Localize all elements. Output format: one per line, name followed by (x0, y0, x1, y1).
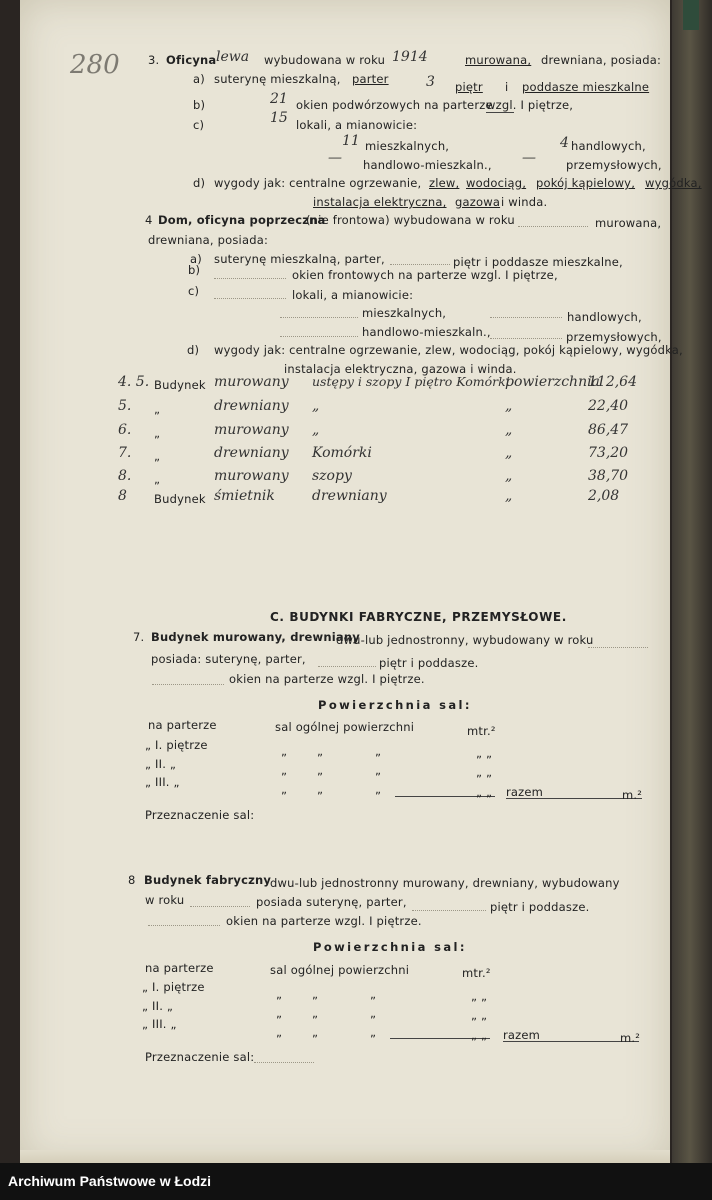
section-c-heading: C. BUDYNKI FABRYCZNE, PRZEMYSŁOWE. (270, 610, 567, 624)
s7-pow-heading: Powierzchnia sal: (318, 698, 472, 712)
hw-row-desc: drewniany (312, 488, 387, 504)
s7-r1c: mtr.² (467, 724, 496, 738)
hw-row-area: 112,64 (588, 374, 637, 390)
s8-line2c: piętr i poddasze. (490, 900, 590, 914)
s8-qq3: „ „ (471, 1028, 488, 1042)
s3-hw-year: 1914 (392, 49, 428, 65)
s3-title: Oficyna (166, 53, 217, 67)
hw-row-area_label: „ (505, 398, 513, 414)
s3-hw-handl: 4 (560, 135, 569, 151)
s3-d-pokoj: pokój kąpielowy, (536, 176, 636, 190)
archive-footer: Archiwum Państwowe w Łodzi (0, 1163, 712, 1200)
s8-przezn: Przeznaczenie sal: (145, 1050, 255, 1064)
s3-mieszk: mieszkalnych, (365, 139, 450, 153)
s8-qq1: „ „ (471, 989, 488, 1003)
s4-a-text2: piętr i poddasze mieszkalne, (453, 255, 623, 269)
hw-row-material: murowany (214, 422, 289, 438)
s4-title: Dom, oficyna poprzeczna (158, 213, 326, 227)
hw-row-label: „ (154, 449, 161, 463)
s4-handl: handlowych, (567, 310, 642, 324)
hw-row-area_label: „ (505, 445, 513, 461)
hw-row-area_label: „ (505, 422, 513, 438)
s3-hw-dash1: — (328, 150, 342, 166)
s4-hm-line (280, 336, 358, 337)
hw-row-material: śmietnik (214, 488, 275, 504)
s4-text1: (nie frontowa) wybudowana w roku (306, 213, 515, 227)
s4-przem-line (490, 338, 562, 339)
s4-text1b: murowana, (595, 216, 662, 230)
s4-b-line (214, 278, 286, 279)
document-page (20, 0, 670, 1163)
s8-line2b: posiada suterynę, parter, (256, 895, 407, 909)
s4-d-text: wygody jak: centralne ogrzewanie, zlew, wodociąg, pokój kąpielowy, wygódka, (214, 343, 683, 357)
binding-tab (683, 0, 699, 30)
page-number: 280 (70, 50, 120, 80)
binding-spine (672, 0, 712, 1163)
s3-c-label: c) (193, 118, 205, 132)
s4-a-text: suterynę mieszkalną, parter, (214, 252, 385, 266)
s7-line3: okien na parterze wzgl. I piętrze. (229, 672, 425, 686)
s4-mieszk: mieszkalnych, (362, 306, 447, 320)
s3-d-gazowa: gazowa (455, 195, 501, 209)
s8-q4: „ (276, 1006, 283, 1020)
s7-q3: „ (375, 744, 382, 758)
hw-row-label: Budynek (154, 378, 206, 392)
s3-a-i: i (505, 80, 509, 94)
s3-d-text1: wygody jak: centralne ogrzewanie, (214, 176, 422, 190)
s8-razem-line (503, 1041, 639, 1042)
s8-q8: „ (312, 1025, 319, 1039)
s3-d-wodociag: wodociąg, (466, 176, 527, 190)
s3-b-label: b) (193, 98, 206, 112)
s7-qq3: „ „ (476, 785, 493, 799)
hw-row-desc: „ (312, 398, 320, 414)
s3-a-parter: parter (352, 72, 389, 86)
hw-row-desc: ustępy i szopy I piętro Komórki (312, 374, 510, 389)
s4-handl-mieszk: handlowo-mieszkaln., (362, 325, 491, 339)
hw-row-area: 2,08 (588, 488, 620, 504)
s7-q6: „ (375, 763, 382, 777)
s3-murowana: murowana, (465, 53, 532, 67)
s7-qq2: „ „ (476, 765, 493, 779)
s3-hw-name: lewa (216, 49, 250, 65)
page-fold (20, 1150, 670, 1164)
s3-b-underline (486, 112, 514, 113)
s3-a-pietr: piętr (455, 80, 483, 94)
hw-row-num: 8 (118, 488, 127, 504)
s8-przezn-line (254, 1062, 314, 1063)
s8-r1a: na parterze (145, 961, 214, 975)
s3-handl-mieszk: handlowo-mieszkaln., (363, 158, 492, 172)
s4-text2: drewniana, posiada: (148, 233, 269, 247)
hw-row-num: 6. (118, 422, 132, 438)
s7-q2: „ (317, 744, 324, 758)
s4-d-text2: instalacja elektryczna, gazowa i winda. (284, 362, 517, 376)
hw-row-label: „ (154, 426, 161, 440)
s4-handl-line (490, 317, 562, 318)
s7-q7: „ (281, 782, 288, 796)
s3-d-wygodka: wygódka, (645, 176, 702, 190)
hw-row-area: 38,70 (588, 468, 629, 484)
hw-row-num: 7. (118, 445, 132, 461)
s8-pow-heading: Powierzchnia sal: (313, 940, 467, 954)
hw-row-area: 86,47 (588, 422, 629, 438)
s8-q1: „ (276, 987, 283, 1001)
s3-hw-windows: 21 (270, 91, 288, 107)
s7-title: Budynek murowany, drewniany (151, 630, 360, 644)
hw-row-area_label: „ (505, 488, 513, 504)
s7-year-line (588, 647, 648, 648)
s7-parter-line (318, 666, 376, 667)
s7-m2: m.² (622, 788, 643, 802)
hw-row-desc: „ (312, 422, 320, 438)
s7-num: 7. (133, 630, 145, 644)
s7-r1b: sal ogólnej powierzchni (275, 720, 415, 734)
s4-year-line (518, 226, 588, 227)
s4-a-label: a) (190, 252, 202, 266)
s7-q1: „ (281, 744, 288, 758)
s3-built: wybudowana w roku (264, 53, 386, 67)
s3-handl: handlowych, (571, 139, 646, 153)
hw-row-material: drewniany (214, 445, 289, 461)
s3-hw-floors: 3 (426, 74, 435, 90)
s7-razem: razem (506, 785, 544, 799)
s3-hw-lokali: 15 (270, 110, 288, 126)
hw-row-num: 4. 5. (118, 374, 150, 390)
s3-b-text2: wzgl. I piętrze, (486, 98, 574, 112)
s8-text1: dwu-lub jednostronny murowany, drewniany, wybudowany (270, 876, 620, 890)
s3-a-poddasze: poddasze mieszkalne (522, 80, 650, 94)
s4-a-line (390, 264, 450, 265)
s8-line2a: w roku (145, 893, 185, 907)
s3-c-text: lokali, a mianowicie: (296, 118, 418, 132)
s3-a-label: a) (193, 72, 205, 86)
s7-q4: „ (281, 763, 288, 777)
s7-r2a: „ I. piętrze (145, 738, 208, 752)
s8-r2a: „ I. piętrze (142, 980, 205, 994)
s8-okien-line (148, 925, 220, 926)
s8-q3: „ (370, 987, 377, 1001)
s3-hw-mieszk: 11 (342, 133, 360, 149)
s4-b-text: okien frontowych na parterze wzgl. I piętrze, (292, 268, 558, 282)
s4-c-text: lokali, a mianowicie: (292, 288, 414, 302)
s8-r1c: mtr.² (462, 966, 491, 980)
s8-num: 8 (128, 873, 136, 887)
s4-przem: przemysłowych, (566, 330, 662, 344)
s8-title: Budynek fabryczny (144, 873, 272, 887)
s4-d-label: d) (187, 343, 200, 357)
s8-r3a: „ II. „ (142, 999, 174, 1013)
s7-r3a: „ II. „ (145, 757, 177, 771)
s7-text: dwu-lub jednostronny, wybudowany w roku (336, 633, 594, 647)
s8-year-line (190, 906, 250, 907)
hw-row-area: 73,20 (588, 445, 629, 461)
s3-d-winda: i winda. (501, 195, 548, 209)
s8-parter-line (412, 910, 486, 911)
s8-q2: „ (312, 987, 319, 1001)
hw-row-material: drewniany (214, 398, 289, 414)
s4-b-label: b) (188, 263, 201, 277)
s7-qq1: „ „ (476, 746, 493, 760)
s8-q5: „ (312, 1006, 319, 1020)
s8-line3: okien na parterze wzgl. I piętrze. (226, 914, 422, 928)
s8-razem: razem (503, 1028, 541, 1042)
s4-mieszk-line (280, 317, 358, 318)
s7-okien-line (152, 684, 224, 685)
s7-przezn: Przeznaczenie sal: (145, 808, 255, 822)
s8-r1b: sal ogólnej powierzchni (270, 963, 410, 977)
s3-d-zlew: zlew, (429, 176, 460, 190)
s7-q5: „ (317, 763, 324, 777)
s3-material-rest: drewniana, posiada: (541, 53, 662, 67)
s8-r4a: „ III. „ (142, 1017, 177, 1031)
s7-q8: „ (317, 782, 324, 796)
s8-qq2: „ „ (471, 1008, 488, 1022)
s7-r4a: „ III. „ (145, 775, 180, 789)
s8-q7: „ (276, 1025, 283, 1039)
s3-d-instalacja: instalacja elektryczna, (313, 195, 447, 209)
s4-c-label: c) (188, 284, 200, 298)
hw-row-area_label: powierzchnia (505, 374, 600, 390)
s3-hw-dash2: — (522, 150, 536, 166)
s7-q9: „ (375, 782, 382, 796)
s3-num: 3. (148, 53, 160, 67)
hw-row-desc: szopy (312, 468, 352, 484)
s4-num: 4 (145, 213, 153, 227)
hw-row-material: murowany (214, 374, 289, 390)
s8-q6: „ (370, 1006, 377, 1020)
hw-row-label: Budynek (154, 492, 206, 506)
s7-line2a: posiada: suterynę, parter, (151, 652, 306, 666)
hw-row-area: 22,40 (588, 398, 629, 414)
s3-przem: przemysłowych, (566, 158, 662, 172)
hw-row-label: „ (154, 402, 161, 416)
s4-c-line (214, 298, 286, 299)
s7-r1a: na parterze (148, 718, 217, 732)
hw-row-material: murowany (214, 468, 289, 484)
hw-row-area_label: „ (505, 468, 513, 484)
s8-q9: „ (370, 1025, 377, 1039)
s3-d-label: d) (193, 176, 206, 190)
s3-a-text: suterynę mieszkalną, (214, 72, 341, 86)
s3-b-text: okien podwórzowych na parterze (296, 98, 493, 112)
s8-m2: m.² (620, 1031, 641, 1045)
hw-row-num: 8. (118, 468, 132, 484)
hw-row-desc: Komórki (312, 445, 372, 461)
hw-row-label: „ (154, 472, 161, 486)
s7-line2b: piętr i poddasze. (379, 656, 479, 670)
hw-row-num: 5. (118, 398, 132, 414)
